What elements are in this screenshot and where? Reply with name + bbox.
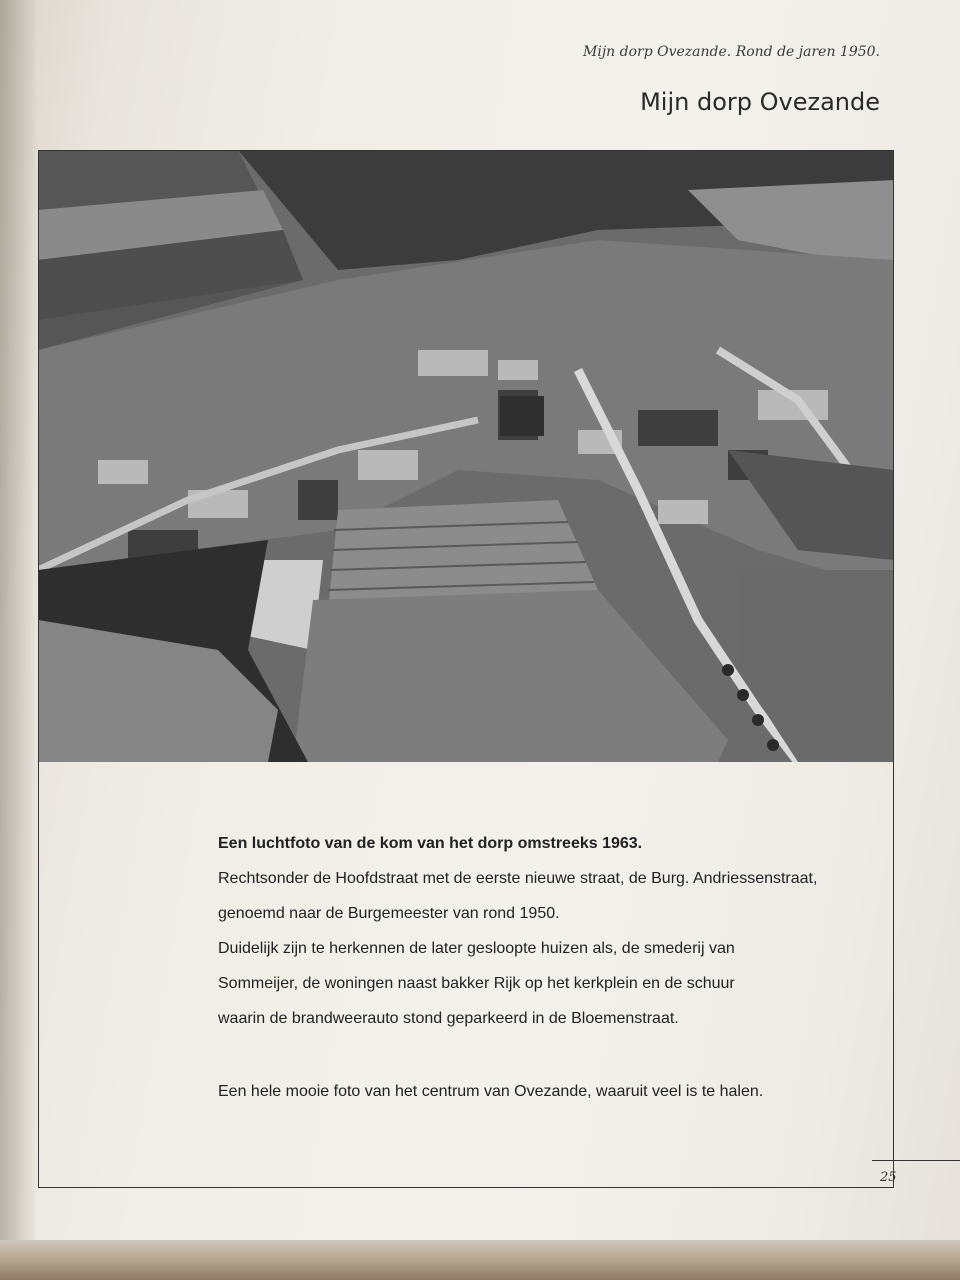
running-head: Mijn dorp Ovezande. Rond de jaren 1950.	[583, 44, 880, 60]
page-gutter-shadow	[0, 0, 38, 1262]
page-title: Mijn dorp Ovezande	[640, 88, 880, 116]
caption-heading: Een luchtfoto van de kom van het dorp omstreeks 1963.	[218, 835, 643, 852]
footer-rule	[872, 1160, 960, 1161]
caption-closing: Een hele mooie foto van het centrum van Ovezande, waaruit veel is te halen.	[218, 1083, 764, 1100]
caption-line: Duidelijk zijn te herkennen de later gesloopte huizen als, de smederij van	[218, 940, 735, 957]
page-number: 25	[880, 1170, 897, 1185]
photo-caption	[218, 826, 858, 1109]
caption-line: waarin de brandweerauto stond geparkeerd in de Bloemenstraat.	[218, 1010, 679, 1027]
caption-line: Sommeijer, de woningen naast bakker Rijk op het kerkplein en de schuur	[218, 975, 735, 992]
caption-line: genoemd naar de Burgemeester van rond 1950.	[218, 905, 560, 922]
table-surface	[0, 1240, 960, 1280]
caption-line: Rechtsonder de Hoofdstraat met de eerste nieuwe straat, de Burg. Andriessenstraat,	[218, 870, 818, 887]
